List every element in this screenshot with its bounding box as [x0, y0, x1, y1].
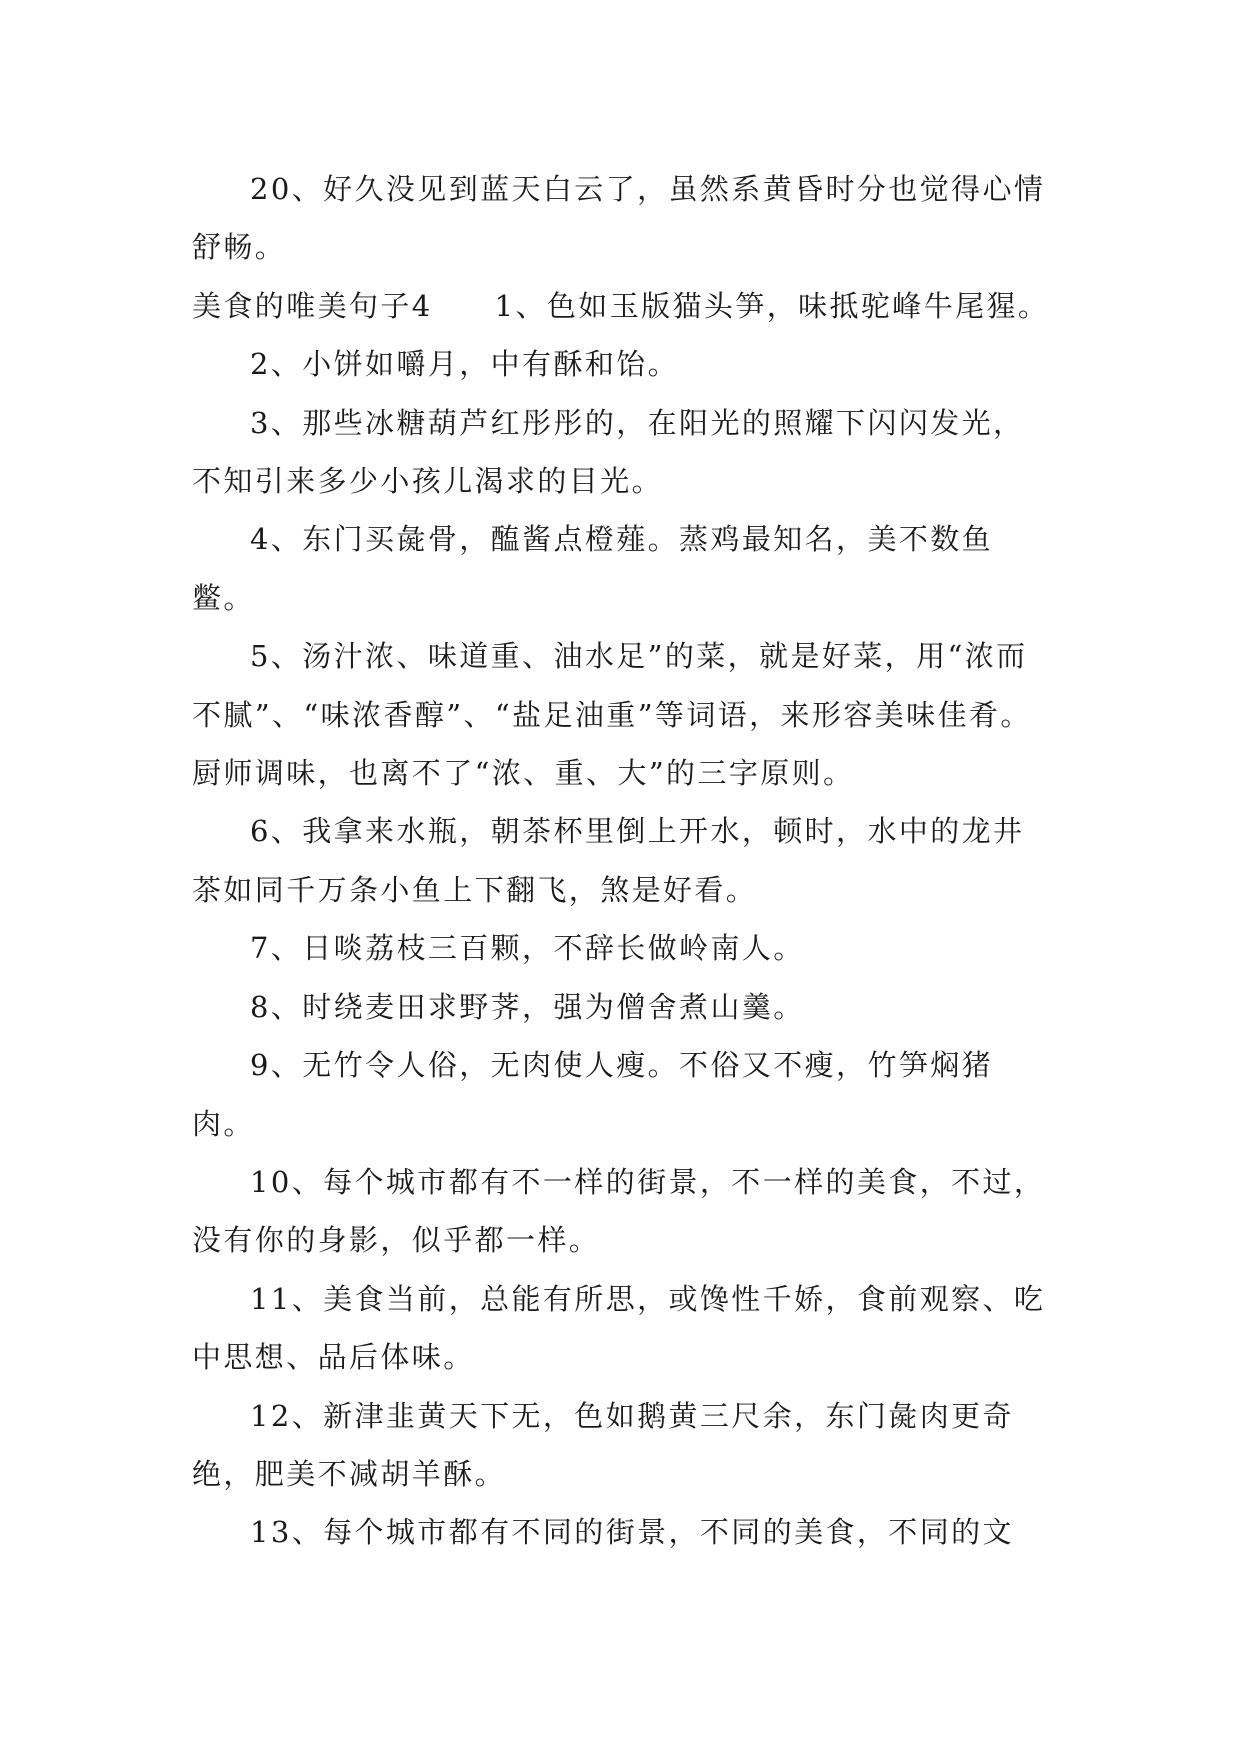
paragraph-5: 5、汤汁浓、味道重、油水足”的菜，就是好菜，用“浓而不腻”、“味浓香醇”、“盐足油重”等词语，来形容美味佳肴。厨师调味，也离不了“浓、重、大”的三字原则。 [192, 639, 1032, 791]
paragraph-20: 20、好久没见到蓝天白云了，虽然系黄昏时分也觉得心情舒畅。 [192, 172, 1046, 265]
paragraph-2: 2、小饼如嚼月，中有酥和饴。 [250, 347, 680, 382]
paragraph-11: 11、美食当前，总能有所思，或馋性千娇，食前观察、吃中思想、品后体味。 [192, 1281, 1046, 1375]
paragraph-9: 9、无竹令人俗，无肉使人瘦。不俗又不瘦，竹笋焖猪肉。 [192, 1048, 994, 1141]
paragraph-13: 13、每个城市都有不同的街景，不同的美食，不同的文 [250, 1515, 1014, 1550]
paragraph-8: 8、时绕麦田求野荠，强为僧舍煮山羹。 [250, 989, 805, 1024]
paragraph-3: 3、那些冰糖葫芦红彤彤的，在阳光的照耀下闪闪发光，不知引来多少小孩儿渴求的目光。 [192, 405, 1025, 499]
section-heading-line [192, 277, 1052, 335]
paragraph-6: 6、我拿来水瓶，朝茶杯里倒上开水，顿时，水中的龙井茶如同千万条小鱼上下翻飞，煞是好看。 [192, 814, 1025, 907]
paragraph-12: 12、新津韭黄天下无，色如鹅黄三尺余，东门彘肉更奇绝，肥美不减胡羊酥。 [192, 1398, 1014, 1491]
document-body [192, 160, 1052, 1562]
paragraph-10: 10、每个城市都有不一样的街景，不一样的美食，不过，没有你的身影，似乎都一样。 [192, 1164, 1046, 1258]
paragraph-4: 4、东门买彘骨，醢酱点橙薤。蒸鸡最知名，美不数鱼鳖。 [192, 522, 994, 615]
paragraph-7: 7、日啖荔枝三百颗，不辞长做岭南人。 [250, 931, 805, 966]
paragraph-1: 1、色如玉版猫头笋，味抵驼峰牛尾猩。 [494, 288, 1050, 323]
section-heading: 美食的唯美句子4 [192, 288, 433, 323]
